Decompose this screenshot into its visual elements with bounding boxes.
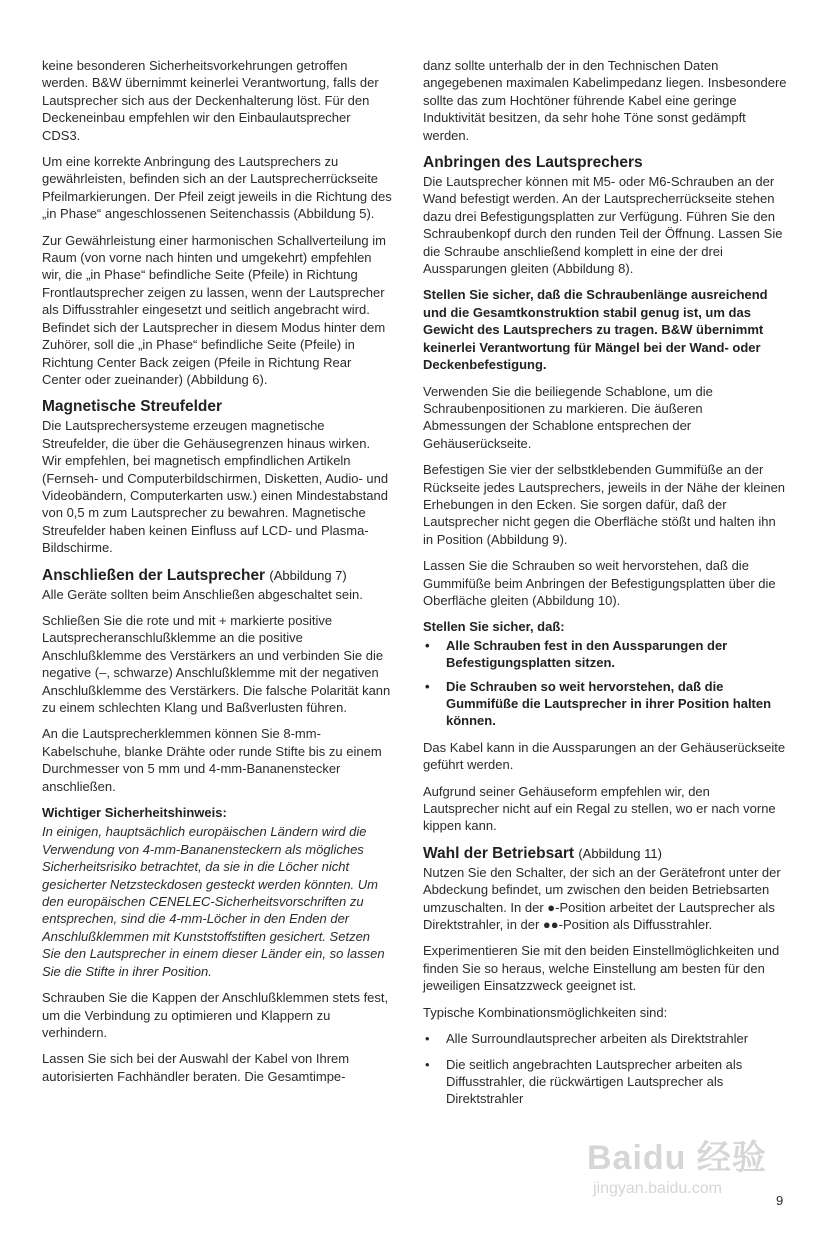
paragraph: Zur Gewährleistung einer harmonischen Schallverteilung im Raum (von vorne nach hinten und umgekehrt) empfehlen wir, die „in Phase“ befindliche Seite (Pfeile) in Richtung Frontlautsprecher zeigen zu lassen, wenn der Lautsprecher als Diffusstrahler eingesetzt und seitlich angebracht wird. Befindet sich der Lautsprecher in diesem Modus hinter dem Zuhörer, soll die „in Phase“ befindliche Seite (Pfeile) in Richtung Center Back zeigen (Pfeile in Richtung Rear Center oder zueinander) (Abbildung 6).: [42, 232, 386, 387]
checklist: [423, 637, 787, 730]
paragraph: Lassen Sie die Schrauben so weit hervorstehen, daß die Gummifüße beim Anbringen der Befestigungsplatten über die Oberfläche gleiten (Abbildung 10).: [423, 558, 776, 608]
safety-paragraph: In einigen, hauptsächlich europäischen Ländern wird die Verwendung von 4-mm-Bananensteckern als mögliches Sicherheitsrisiko betrachtet, da sie in die Löcher nicht gesicherter Netzsteckdosen gesteckt werden könnten. Um den europäischen CENELEC-Sicherheitsvorschriften zu entsprechen, sind die 4-mm-Löcher in den Enden der Anschlußklemmen mit Kunststoffstiften gesichert. Setzen Sie den Lautsprecher in einem dieser Länder ein, so lassen Sie die Stifte in ihrer Position.: [42, 824, 385, 979]
list-item: • Alle Schrauben fest in den Aussparungen der Befestigungsplatten sitzen.: [423, 637, 787, 672]
heading-connecting-speakers: [42, 566, 392, 585]
paragraph: Alle Geräte sollten beim Anschließen abgeschaltet sein.: [42, 586, 363, 602]
paragraph: keine besonderen Sicherheitsvorkehrungen getroffen werden. B&W übernimmt keinerlei Verantwortung, falls der Lautsprecher sich aus der Deckenhalterung löst. Für den Deckeneinbau empfehlen wir den Einbaulautsprecher CDS3.: [42, 58, 379, 143]
paragraph: Um eine korrekte Anbringung des Lautsprechers zu gewährleisten, befinden sich an der Lautsprecherrückseite Pfeilmarkierungen. Der Pfeil zeigt jeweils in die Richtung des „in Phase“ angeschlossenen Seitenchassis (Abbildung 5).: [42, 154, 392, 222]
heading-text: Anschließen der Lautsprecher: [42, 566, 266, 584]
paragraph: Lassen Sie sich bei der Auswahl der Kabel von Ihrem autorisierten Fachhändler beraten. Die Gesamtimpe-: [42, 1051, 350, 1084]
left-column: [42, 57, 392, 1094]
page-number: 9: [776, 1193, 784, 1208]
paragraph: Die Lautsprechersysteme erzeugen magnetische Streufelder, die über die Gehäusegrenzen hinaus wirken. Wir empfehlen, bei magnetisch empfindlichen Artikeln (Fernseh- und Computerbildschirmen, Disketten, Audio- und Videobändern, Computerkarten usw.) einen Mindestabstand von 0,5 m zum Lautsprecher zu bewahren. Magnetische Streufelder haben keinen Einfluss auf LCD- und Plasma-Bildschirme.: [42, 418, 389, 556]
paragraph: An die Lautsprecherklemmen können Sie 8-mm-Kabelschuhe, blanke Drähte oder runde Stifte bis zu einem Durchmesser von 5 mm und 4-mm-Bananenstecker anschließen.: [42, 726, 382, 794]
paragraph: Typische Kombinationsmöglichkeiten sind:: [423, 1004, 668, 1020]
heading-operating-mode: [423, 844, 787, 863]
combination-list: [423, 1030, 787, 1108]
paragraph: Das Kabel kann in die Aussparungen an der Gehäuserückseite geführt werden.: [423, 739, 786, 773]
heading-mounting-speaker: Anbringen des Lautsprechers: [423, 154, 643, 172]
figure-reference: (Abbildung 7): [269, 567, 347, 583]
paragraph: Verwenden Sie die beiliegende Schablone, um die Schraubenpositionen zu markieren. Die äußeren Abmessungen der Schablone entsprechen der Gehäuserückseite.: [423, 383, 713, 451]
list-item: • Die seitlich angebrachten Lautsprecher arbeiten als Diffusstrahler, die rückwärtigen Lautsprecher als Direktstrahler: [423, 1056, 787, 1108]
heading-magnetic-fields: Magnetische Streufelder: [42, 398, 223, 416]
warning-paragraph: Stellen Sie sicher, daß die Schraubenlänge ausreichend und die Gesamtkonstruktion stabil genug ist, um das Gewicht des Lautsprechers zu tragen. B&W übernimmt keinerlei Verantwortung für Mängel bei der Wand- oder Deckenbefestigung.: [423, 287, 768, 373]
paragraph: Aufgrund seiner Gehäuseform empfehlen wir, den Lautsprecher nicht auf ein Regal zu stellen, wo er nach vorne kippen kann.: [423, 783, 776, 834]
watermark-url: jingyan.baidu.com: [593, 1180, 722, 1197]
paragraph: Nutzen Sie den Schalter, der sich an der Gerätefront unter der Abdeckung befindet, um zwischen den beiden Betriebsarten umzuschalten. In der ●-Position arbeitet der Lautsprecher als Direktstrahler, in der ●●-Position als Diffusstrahler.: [423, 864, 781, 933]
figure-reference: (Abbildung 11): [578, 845, 662, 861]
watermark-brand: Baidu 经验: [587, 1139, 767, 1177]
paragraph: Befestigen Sie vier der selbstklebenden Gummifüße an der Rückseite jedes Lautsprechers, jeweils in der Nähe der kleinen Erhebungen in den Ecken. Sie sorgen dafür, daß der Lautsprecher nicht gegen die Oberfläche stößt und halten ihn in Position (Abbildung 9).: [423, 462, 786, 547]
watermark: [587, 1138, 777, 1204]
paragraph: danz sollte unterhalb der in den Technischen Daten angegebenen maximalen Kabelimpedanz liegen. Insbesondere sollte das zum Hochtöner führende Kabel eine geringe Induktivität besitzen, da sehr hohe Töne sonst gedämpft werden.: [423, 58, 787, 143]
heading-text: Wahl der Betriebsart: [423, 844, 575, 862]
list-item: • Alle Surroundlautsprecher arbeiten als Direktstrahler: [423, 1030, 787, 1047]
right-column: [423, 57, 787, 1117]
checklist-title: Stellen Sie sicher, daß:: [423, 619, 565, 635]
paragraph: Schrauben Sie die Kappen der Anschlußklemmen stets fest, um die Verbindung zu optimieren und Klappern zu verhindern.: [42, 990, 389, 1040]
paragraph: Die Lautsprecher können mit M5- oder M6-Schrauben an der Wand befestigt werden. An der Lautsprecherrückseite stehen dazu drei Befestigungsplatten zur Verfügung. Führen Sie den Schraubenkopf durch den runden Teil der Öffnung. Lassen Sie die Schraube anschließend komplett in eine der drei Aussparungen gleiten (Abbildung 8).: [423, 174, 783, 277]
paragraph: Experimentieren Sie mit den beiden Einstellmöglichkeiten und finden Sie so heraus, welche Einstellung am besten für den jeweiligen Einsatzzweck geeignet ist.: [423, 943, 780, 994]
list-item: • Die Schrauben so weit hervorstehen, daß die Gummifüße die Lautsprecher in ihrer Position halten können.: [423, 678, 787, 730]
paragraph: Schließen Sie die rote und mit + markierte positive Lautsprecheranschlußklemme an die positive Anschlußklemme des Verstärkers an und verbinden Sie die negative (–, schwarze) Anschlußklemme mit der negativen Anschlußklemme des Verstärkers. Die falsche Polarität kann zu einem schlechten Klang und Baßverlusten führen.: [42, 612, 391, 715]
heading-safety-note: Wichtiger Sicherheitshinweis:: [42, 805, 227, 821]
